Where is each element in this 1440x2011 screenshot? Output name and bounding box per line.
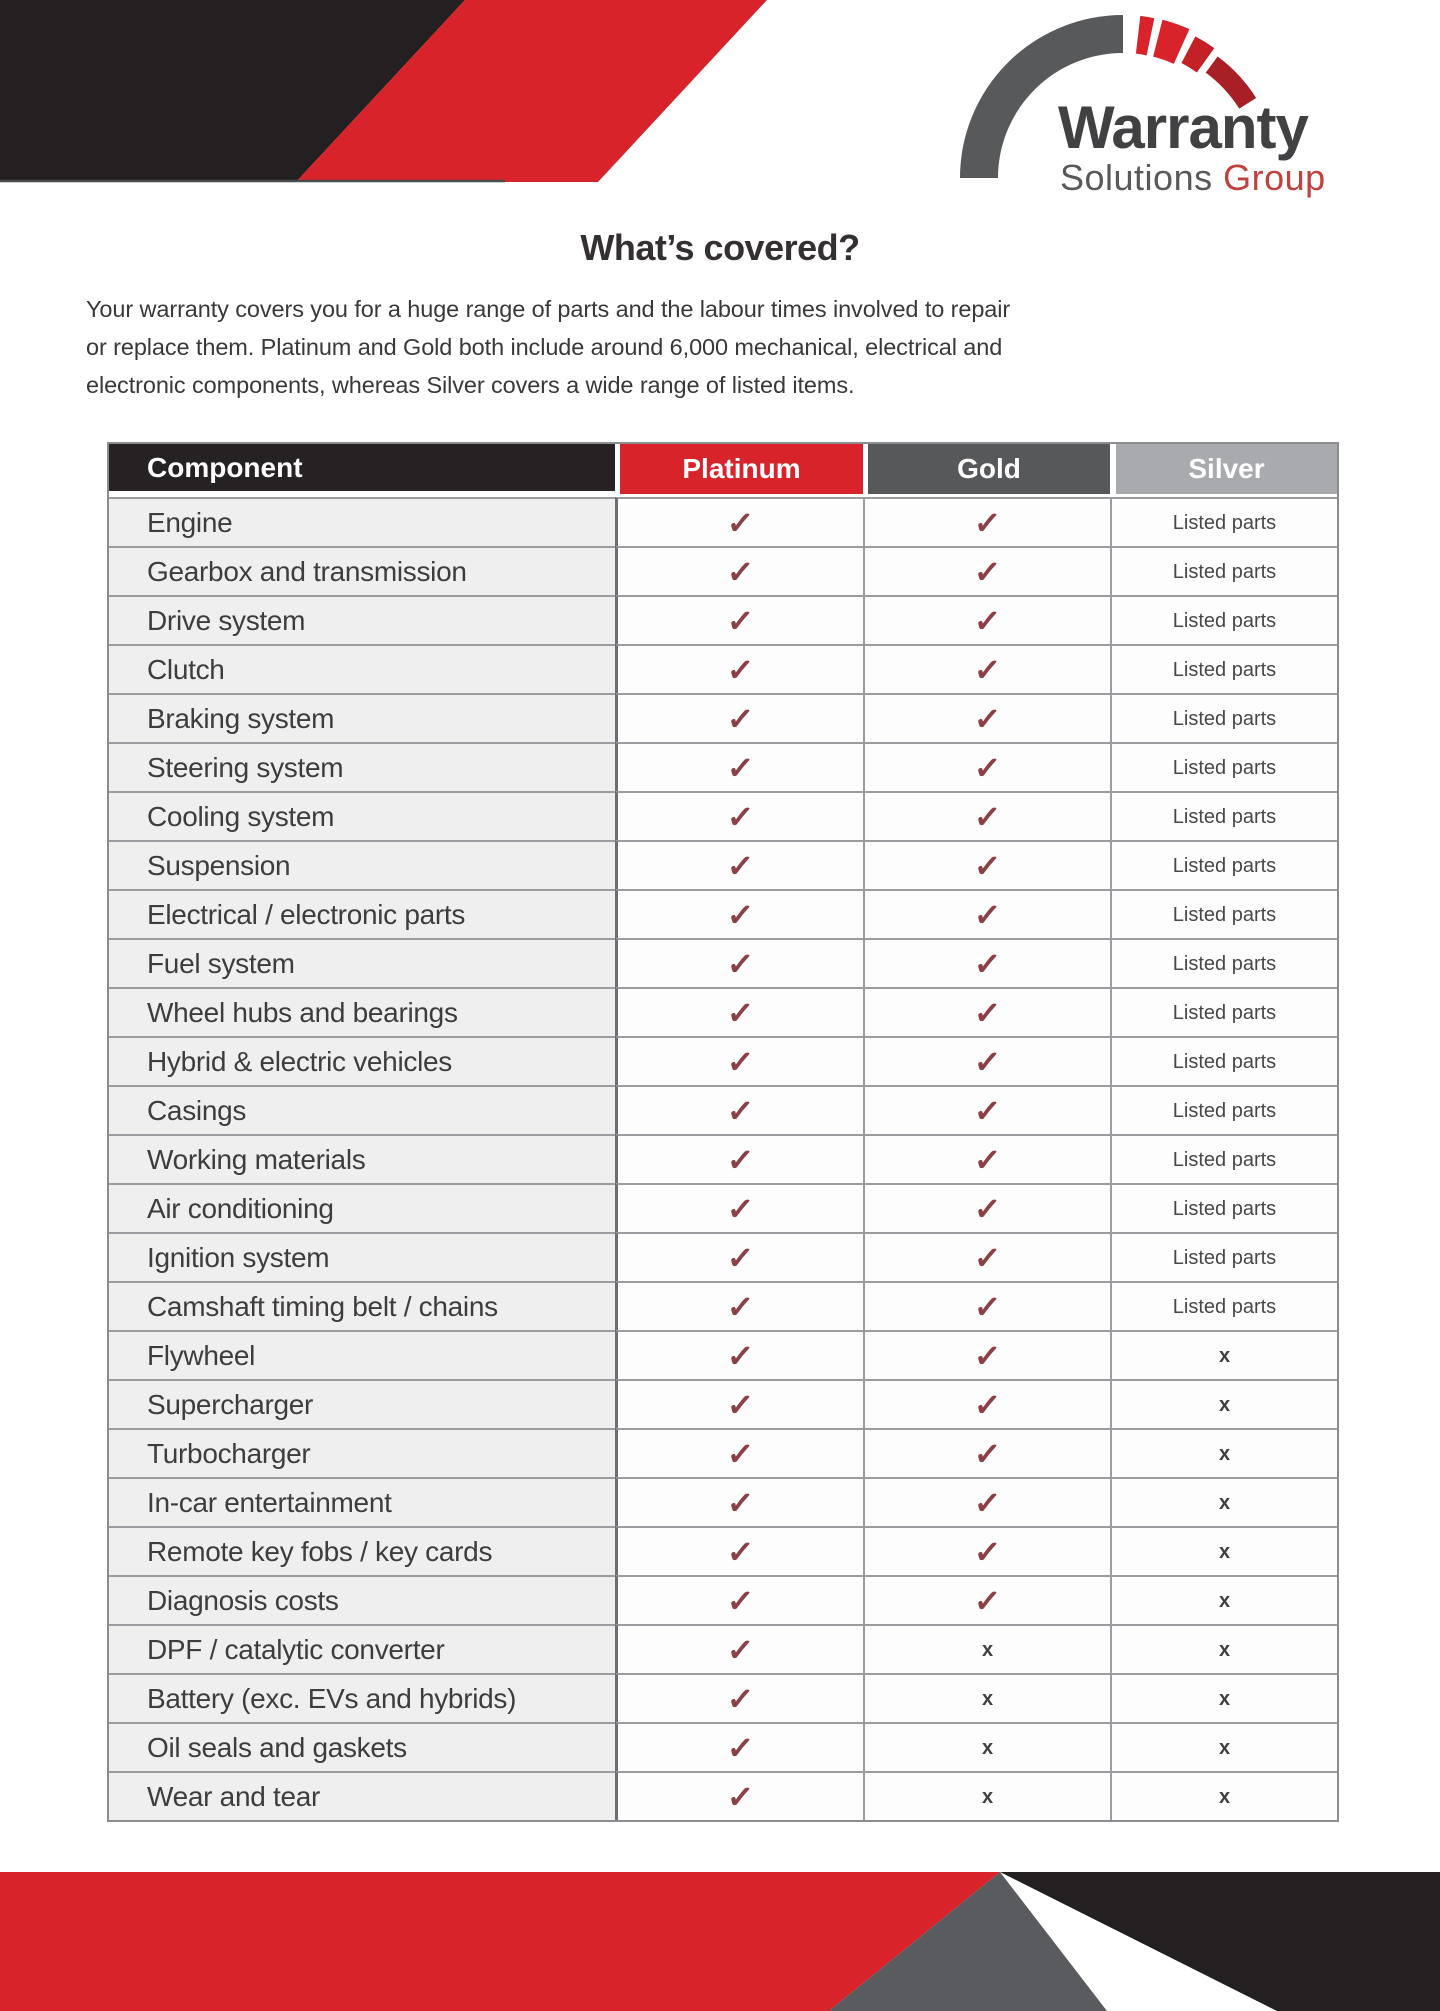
silver-mark: x [1218,1442,1231,1465]
silver-mark: x [1218,1785,1231,1808]
gold-mark: x [981,1687,994,1710]
component-cell: Working materials [109,1134,615,1183]
silver-mark: Listed parts [1172,1001,1277,1024]
gold-cell [863,1379,1110,1428]
gold-cell [863,1134,1110,1183]
platinum-mark: ✓ [726,895,755,934]
platinum-mark: ✓ [726,601,755,640]
platinum-mark: ✓ [726,797,755,836]
gold-cell [863,1232,1110,1281]
gold-mark: x [981,1785,994,1808]
gold-mark: ✓ [973,1238,1002,1277]
gold-cell [863,1673,1110,1722]
component-cell: Ignition system [109,1232,615,1281]
silver-cell [1110,1281,1337,1330]
brand-subname [1060,157,1326,198]
platinum-cell [615,742,863,791]
header-silver: Silver [1110,444,1337,497]
platinum-cell [615,1526,863,1575]
silver-mark: Listed parts [1172,903,1277,926]
gold-cell [863,1477,1110,1526]
gold-cell [863,1575,1110,1624]
component-cell: Braking system [109,693,615,742]
platinum-cell [615,1281,863,1330]
component-cell: Cooling system [109,791,615,840]
silver-mark: x [1218,1491,1231,1514]
silver-cell [1110,987,1337,1036]
bottom-banner-decoration [0,1868,1440,2011]
platinum-cell [615,1428,863,1477]
component-cell: Camshaft timing belt / chains [109,1281,615,1330]
arc-red-dash-2 [1158,38,1182,46]
gold-cell [863,1722,1110,1771]
gold-mark: ✓ [973,503,1002,542]
silver-mark: x [1218,1687,1231,1710]
platinum-mark: ✓ [726,1140,755,1179]
silver-cell [1110,1085,1337,1134]
silver-cell [1110,1232,1337,1281]
gold-mark: ✓ [973,1483,1002,1522]
platinum-mark: ✓ [726,1532,755,1571]
platinum-mark: ✓ [726,1777,755,1816]
silver-cell [1110,1526,1337,1575]
gold-mark: ✓ [973,1189,1002,1228]
intro-line-3: electronic components, whereas Silver covers a wide range of listed items. [86,372,855,398]
gold-mark: ✓ [973,748,1002,787]
intro-line-2: or replace them. Platinum and Gold both include around 6,000 mechanical, electrical and [86,334,1003,360]
silver-cell [1110,693,1337,742]
component-cell: Engine [109,497,615,546]
silver-cell [1110,546,1337,595]
platinum-cell [615,840,863,889]
platinum-cell [615,595,863,644]
silver-mark: Listed parts [1172,609,1277,632]
component-cell: DPF / catalytic converter [109,1624,615,1673]
platinum-cell [615,938,863,987]
gold-cell [863,840,1110,889]
component-cell: Gearbox and transmission [109,546,615,595]
silver-mark: Listed parts [1172,1099,1277,1122]
silver-mark: Listed parts [1172,560,1277,583]
gold-cell [863,1771,1110,1820]
gold-mark: ✓ [973,1042,1002,1081]
intro-paragraph [86,290,1010,404]
platinum-cell [615,791,863,840]
gold-mark: ✓ [973,1287,1002,1326]
gold-mark: ✓ [973,895,1002,934]
brand-solutions-text: Solutions [1060,157,1224,198]
platinum-mark: ✓ [726,1483,755,1522]
platinum-mark: ✓ [726,1238,755,1277]
silver-mark: x [1218,1393,1231,1416]
gold-cell [863,987,1110,1036]
component-cell: Oil seals and gaskets [109,1722,615,1771]
platinum-cell [615,1085,863,1134]
component-cell: Wheel hubs and bearings [109,987,615,1036]
silver-mark: Listed parts [1172,707,1277,730]
gold-cell [863,497,1110,546]
silver-cell [1110,1477,1337,1526]
platinum-cell [615,1134,863,1183]
brand-name: Warranty [1058,94,1308,161]
silver-cell [1110,1722,1337,1771]
platinum-mark: ✓ [726,503,755,542]
silver-mark: x [1218,1638,1231,1661]
gold-mark: ✓ [973,1336,1002,1375]
component-cell: Turbocharger [109,1428,615,1477]
silver-cell [1110,1624,1337,1673]
silver-cell [1110,1183,1337,1232]
silver-cell [1110,889,1337,938]
gold-cell [863,1428,1110,1477]
silver-cell [1110,1575,1337,1624]
gold-mark: ✓ [973,993,1002,1032]
silver-cell [1110,791,1337,840]
platinum-cell [615,1379,863,1428]
platinum-mark: ✓ [726,552,755,591]
silver-cell [1110,497,1337,546]
gold-cell [863,595,1110,644]
component-cell: Supercharger [109,1379,615,1428]
silver-mark: Listed parts [1172,658,1277,681]
component-cell: Fuel system [109,938,615,987]
platinum-mark: ✓ [726,699,755,738]
intro-line-1: Your warranty covers you for a huge range of parts and the labour times involved to repair [86,296,1011,322]
platinum-mark: ✓ [726,993,755,1032]
page-title: What’s covered? [580,227,860,268]
platinum-cell [615,1771,863,1820]
silver-mark: Listed parts [1172,1295,1277,1318]
component-cell: Air conditioning [109,1183,615,1232]
silver-cell [1110,1673,1337,1722]
silver-cell [1110,1134,1337,1183]
platinum-mark: ✓ [726,1630,755,1669]
gold-cell [863,1526,1110,1575]
platinum-cell [615,1624,863,1673]
silver-cell [1110,938,1337,987]
silver-mark: Listed parts [1172,1197,1277,1220]
gold-cell [863,1281,1110,1330]
platinum-cell [615,497,863,546]
silver-cell [1110,644,1337,693]
platinum-mark: ✓ [726,1091,755,1130]
platinum-mark: ✓ [726,1434,755,1473]
silver-cell [1110,840,1337,889]
gold-cell [863,1085,1110,1134]
gold-cell [863,546,1110,595]
bottom-red-shape [0,1872,1000,2011]
gold-mark: ✓ [973,552,1002,591]
platinum-cell [615,1036,863,1085]
platinum-cell [615,1673,863,1722]
gold-cell [863,938,1110,987]
platinum-mark: ✓ [726,1287,755,1326]
component-cell: Electrical / electronic parts [109,889,615,938]
silver-mark: Listed parts [1172,511,1277,534]
platinum-mark: ✓ [726,1336,755,1375]
platinum-cell [615,889,863,938]
silver-mark: Listed parts [1172,854,1277,877]
gold-cell [863,644,1110,693]
gold-mark: ✓ [973,699,1002,738]
gold-mark: x [981,1736,994,1759]
component-cell: Remote key fobs / key cards [109,1526,615,1575]
platinum-mark: ✓ [726,944,755,983]
platinum-cell [615,546,863,595]
silver-cell [1110,1379,1337,1428]
header-platinum: Platinum [615,444,863,497]
silver-cell [1110,742,1337,791]
gold-cell [863,791,1110,840]
silver-mark: x [1218,1540,1231,1563]
gold-cell [863,1624,1110,1673]
arc-red-dash-1 [1138,35,1150,37]
gold-mark: ✓ [973,1091,1002,1130]
gold-mark: ✓ [973,1140,1002,1179]
platinum-cell [615,1477,863,1526]
gold-mark: ✓ [973,650,1002,689]
platinum-mark: ✓ [726,1581,755,1620]
gold-mark: ✓ [973,1532,1002,1571]
silver-mark: Listed parts [1172,1148,1277,1171]
component-cell: Drive system [109,595,615,644]
platinum-mark: ✓ [726,748,755,787]
platinum-cell [615,1232,863,1281]
platinum-mark: ✓ [726,1189,755,1228]
component-cell: Suspension [109,840,615,889]
platinum-mark: ✓ [726,1728,755,1767]
header-gold: Gold [863,444,1110,497]
component-cell: Battery (exc. EVs and hybrids) [109,1673,615,1722]
platinum-mark: ✓ [726,846,755,885]
component-cell: Hybrid & electric vehicles [109,1036,615,1085]
gold-cell [863,889,1110,938]
component-cell: In-car entertainment [109,1477,615,1526]
gold-mark: ✓ [973,944,1002,983]
brand-group-text: Group [1223,157,1326,198]
gold-cell [863,1036,1110,1085]
silver-mark: x [1218,1589,1231,1612]
header-component: Component [109,444,615,494]
gold-cell [863,693,1110,742]
platinum-cell [615,987,863,1036]
platinum-mark: ✓ [726,1679,755,1718]
platinum-cell [615,1722,863,1771]
platinum-cell [615,693,863,742]
silver-mark: x [1218,1736,1231,1759]
component-cell: Wear and tear [109,1771,615,1820]
component-cell: Steering system [109,742,615,791]
component-cell: Flywheel [109,1330,615,1379]
gold-mark: ✓ [973,1581,1002,1620]
gold-mark: ✓ [973,846,1002,885]
gold-cell [863,1330,1110,1379]
silver-cell [1110,1771,1337,1820]
silver-mark: Listed parts [1172,1050,1277,1073]
silver-mark: Listed parts [1172,805,1277,828]
silver-mark: x [1218,1344,1231,1367]
component-cell: Diagnosis costs [109,1575,615,1624]
gold-mark: x [981,1638,994,1661]
silver-cell [1110,1330,1337,1379]
gold-mark: ✓ [973,1385,1002,1424]
silver-mark: Listed parts [1172,1246,1277,1269]
platinum-cell [615,644,863,693]
silver-cell [1110,595,1337,644]
silver-mark: Listed parts [1172,952,1277,975]
platinum-cell [615,1575,863,1624]
silver-mark: Listed parts [1172,756,1277,779]
silver-cell [1110,1036,1337,1085]
platinum-cell [615,1330,863,1379]
gold-cell [863,1183,1110,1232]
gold-mark: ✓ [973,1434,1002,1473]
platinum-cell [615,1183,863,1232]
warranty-solutions-group-logo [853,6,1393,218]
gold-mark: ✓ [973,797,1002,836]
gold-cell [863,742,1110,791]
gold-mark: ✓ [973,601,1002,640]
component-cell: Casings [109,1085,615,1134]
platinum-mark: ✓ [726,1042,755,1081]
platinum-mark: ✓ [726,1385,755,1424]
arc-red-dash-3 [1188,50,1205,61]
platinum-mark: ✓ [726,650,755,689]
component-cell: Clutch [109,644,615,693]
coverage-table [107,442,1339,1822]
silver-cell [1110,1428,1337,1477]
